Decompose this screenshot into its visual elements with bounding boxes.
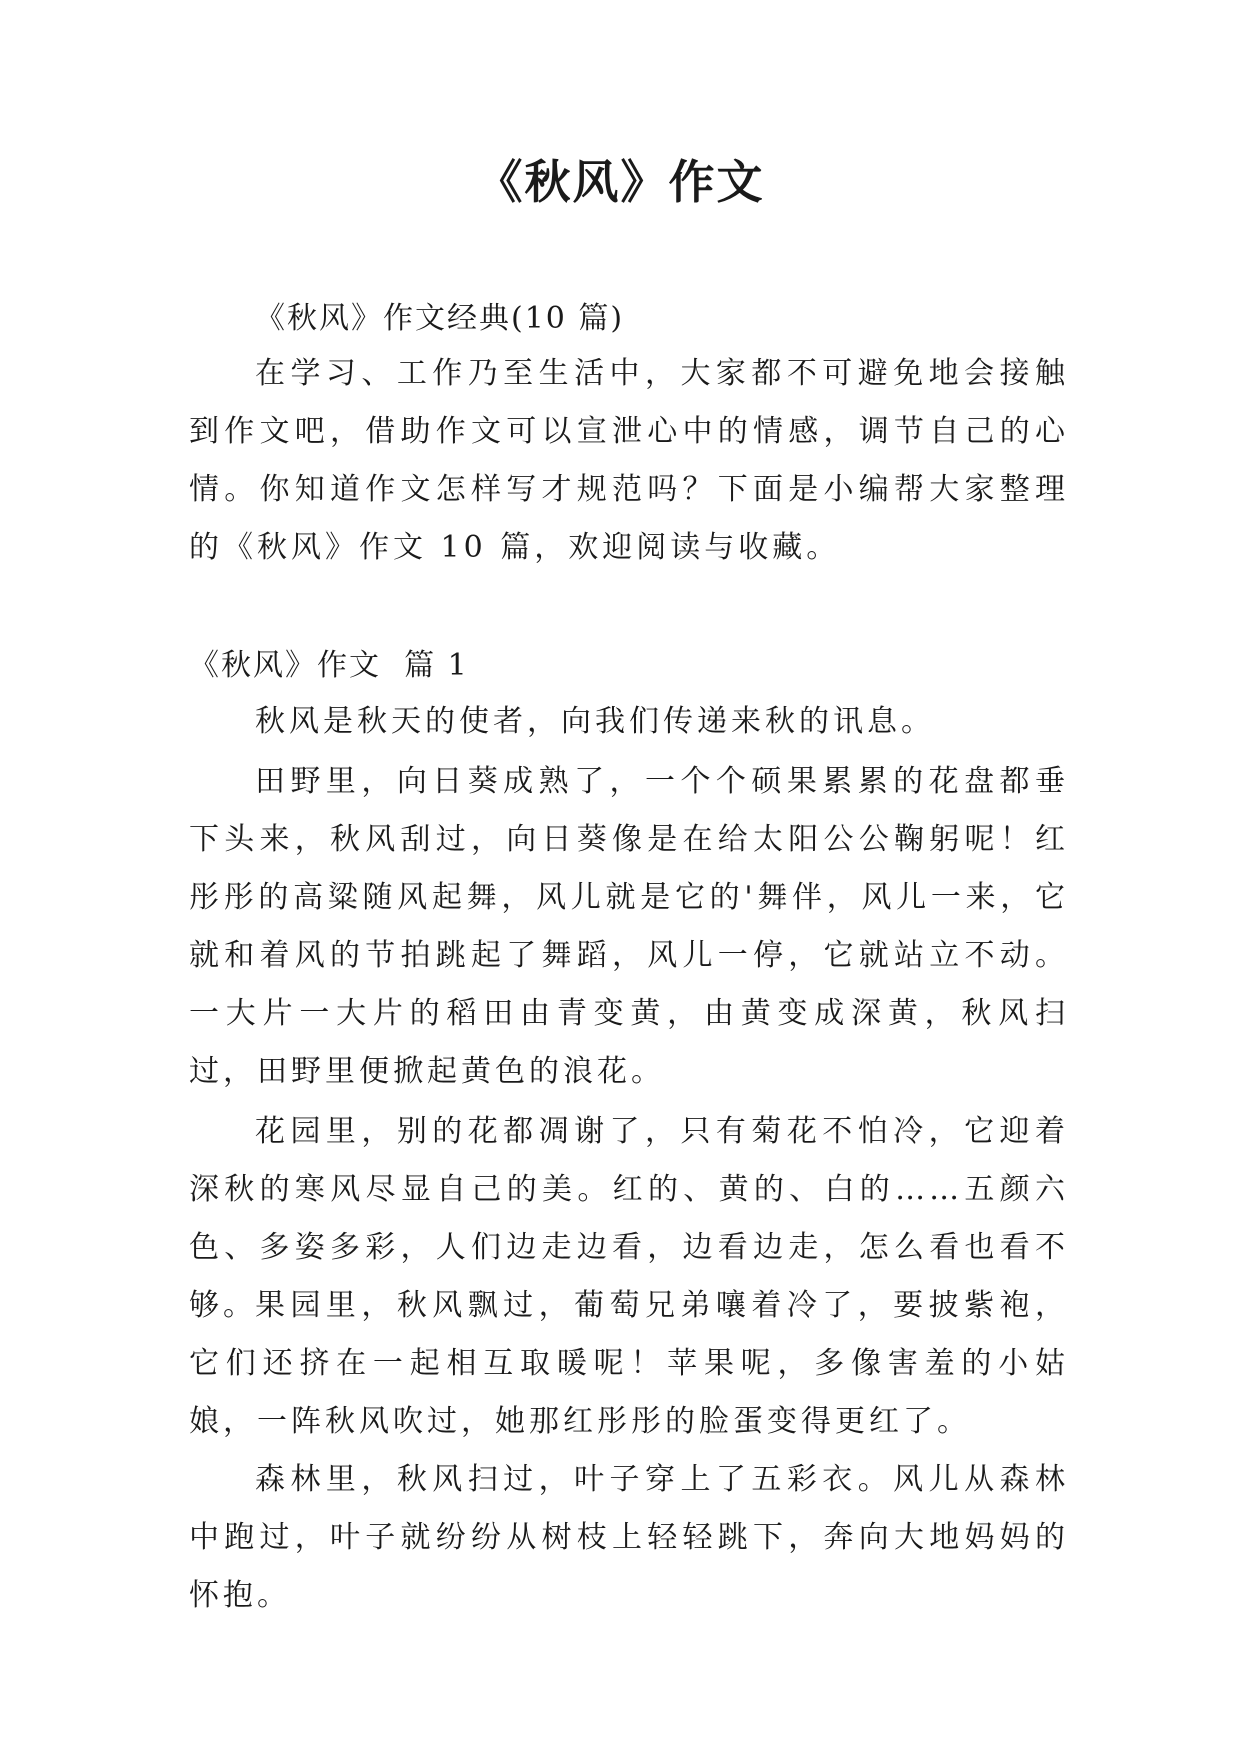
document-title: 《秋风》作文 (476, 155, 765, 209)
body-paragraph-2: 田野里，向日葵成熟了，一个个硕果累累的花盘都垂下头来，秋风刮过，向日葵像是在给太阳公公鞠躬呢！红彤彤的高粱随风起舞，风儿就是它的'舞伴，风儿一来，它就和着风的节拍跳起了舞蹈，风儿一停，它就站立不动。一大片一大片的稻田由青变黄，由黄变成深黄，秋风扫过，田野里便掀起黄色的浪花。 (189, 764, 1069, 1089)
body-paragraph-1: 秋风是秋天的使者，向我们传递来秋的讯息。 (255, 704, 935, 739)
document-subtitle: 《秋风》作文经典(10 篇) (255, 301, 625, 336)
body-paragraph-3: 花园里，别的花都凋谢了，只有菊花不怕冷，它迎着深秋的寒风尽显自己的美。红的、黄的、白的……五颜六色、多姿多彩，人们边走边看，边看边走，怎么看也看不够。 (189, 1114, 1069, 1323)
body-paragraph-4: 果园里，秋风飘过，葡萄兄弟嚷着冷了，要披紫袍，它们还挤在一起相互取暖呢！苹果呢，多像害羞的小姑娘，一阵秋风吹过，她那红彤彤的脸蛋变得更红了。 (189, 1288, 1069, 1439)
body-paragraph-5: 森林里，秋风扫过，叶子穿上了五彩衣。风儿从森林中跑过，叶子就纷纷从树枝上轻轻跳下，奔向大地妈妈的怀抱。 (189, 1462, 1069, 1613)
intro-paragraph: 在学习、工作乃至生活中，大家都不可避免地会接触到作文吧，借助作文可以宣泄心中的情感，调节自己的心情。你知道作文怎样写才规范吗？下面是小编帮大家整理的《秋风》作文 10 篇，欢迎阅读与收藏。 (189, 356, 1069, 565)
section-title: 《秋风》作文 篇 1 (189, 648, 469, 683)
